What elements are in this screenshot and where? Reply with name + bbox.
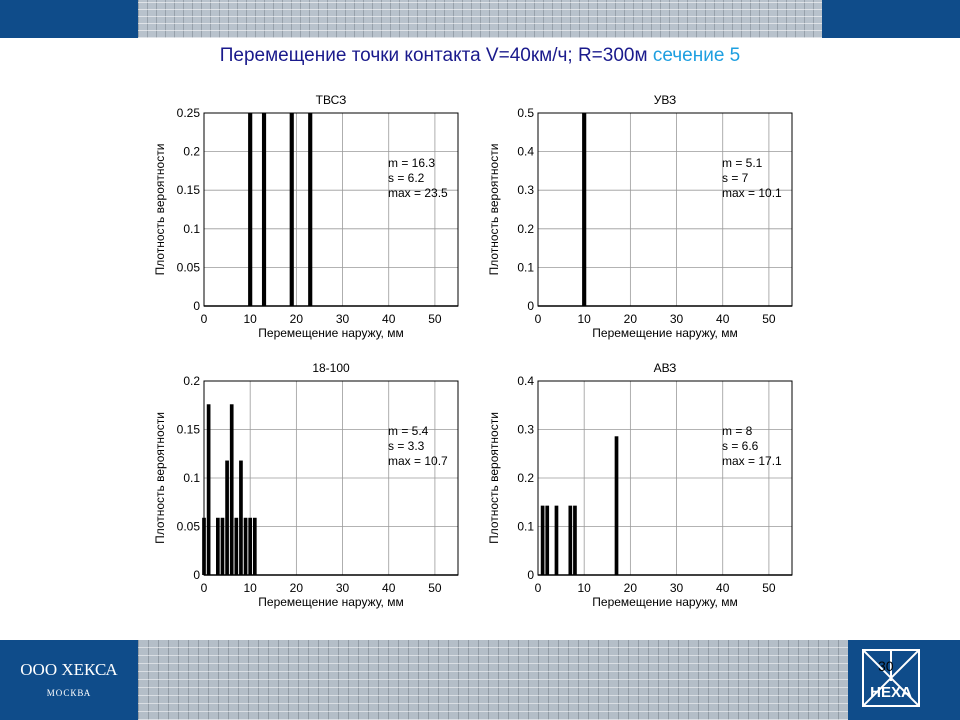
x-axis-label: Перемещение наружу, мм — [592, 595, 738, 609]
histogram-bar — [248, 113, 252, 306]
histogram-bar — [221, 518, 225, 575]
slide-title-section: сечение 5 — [652, 45, 741, 66]
y-tick-label: 0 — [527, 299, 534, 313]
footer-mesh-image — [138, 640, 848, 720]
y-tick-label: 0.15 — [176, 422, 200, 437]
y-axis-label: Плотность вероятности — [153, 143, 167, 276]
x-tick-label: 20 — [623, 312, 638, 326]
stats-annotation: max = 10.7 — [388, 454, 448, 468]
x-tick-label: 30 — [669, 312, 684, 326]
histogram-bar — [568, 506, 572, 575]
x-tick-label: 40 — [382, 581, 396, 595]
x-tick-label: 0 — [200, 581, 208, 595]
plot-background — [538, 113, 792, 306]
x-tick-label: 20 — [289, 312, 304, 326]
x-tick-label: 30 — [335, 581, 350, 595]
hexa-logo-text: HEXA — [870, 684, 912, 701]
histogram-bar — [244, 518, 248, 575]
chart-1 — [153, 93, 458, 340]
x-tick-label: 10 — [243, 581, 257, 595]
x-tick-label: 50 — [428, 312, 442, 326]
chart-3 — [153, 361, 458, 609]
chart-title: 18-100 — [312, 361, 350, 375]
y-tick-label: 0 — [527, 568, 534, 582]
x-tick-label: 40 — [382, 312, 396, 326]
chart-4 — [487, 361, 792, 609]
y-tick-label: 0.4 — [517, 374, 534, 388]
y-tick-label: 0.3 — [517, 422, 534, 437]
histogram-bar — [253, 518, 257, 575]
stats-annotation: s = 6.2 — [388, 171, 425, 185]
histogram-bar — [308, 113, 312, 306]
x-tick-label: 0 — [534, 581, 542, 595]
y-tick-label: 0.1 — [517, 519, 534, 534]
stats-annotation: max = 17.1 — [722, 454, 782, 468]
histogram-bar — [290, 113, 294, 306]
x-tick-label: 40 — [716, 312, 730, 326]
x-tick-label: 0 — [200, 312, 208, 326]
y-tick-label: 0.3 — [517, 183, 534, 198]
histogram-bar — [216, 518, 220, 575]
histogram-bar — [582, 113, 586, 306]
y-tick-label: 0.2 — [183, 144, 200, 159]
x-axis-label: Перемещение наружу, мм — [592, 326, 738, 340]
y-tick-label: 0.05 — [176, 519, 200, 534]
chart-title: ТВСЗ — [315, 93, 347, 107]
y-tick-label: 0.5 — [517, 106, 534, 120]
chart-title: УВЗ — [653, 93, 677, 107]
y-tick-label: 0.2 — [517, 221, 534, 236]
x-axis-label: Перемещение наружу, мм — [258, 326, 404, 340]
histogram-bar — [545, 506, 549, 575]
x-tick-label: 30 — [335, 312, 350, 326]
y-tick-label: 0.25 — [176, 106, 200, 120]
x-tick-label: 0 — [534, 312, 542, 326]
chart-2 — [487, 93, 792, 340]
histogram-bar — [573, 506, 577, 575]
company-city: МОСКВА — [46, 688, 92, 698]
footer-band — [0, 640, 960, 720]
stats-annotation: s = 7 — [722, 171, 749, 185]
y-tick-label: 0.05 — [176, 260, 200, 275]
x-tick-label: 10 — [243, 312, 257, 326]
y-tick-label: 0.1 — [183, 221, 200, 236]
x-tick-label: 50 — [762, 312, 776, 326]
x-tick-label: 30 — [669, 581, 684, 595]
stats-annotation: s = 6.6 — [722, 439, 759, 453]
stats-annotation: m = 8 — [722, 424, 753, 438]
stats-annotation: max = 23.5 — [388, 186, 448, 200]
x-tick-label: 20 — [289, 581, 304, 595]
y-tick-label: 0 — [193, 568, 200, 582]
y-axis-label: Плотность вероятности — [487, 412, 501, 544]
x-axis-label: Перемещение наружу, мм — [258, 595, 404, 609]
x-tick-label: 20 — [623, 581, 638, 595]
histogram-bar — [225, 461, 229, 575]
y-tick-label: 0.2 — [183, 374, 200, 388]
y-tick-label: 0.4 — [517, 144, 534, 159]
histogram-bar — [615, 436, 619, 575]
company-name: ООО ХЕКСА — [20, 660, 118, 679]
y-axis-label: Плотность вероятности — [487, 143, 501, 276]
y-tick-label: 0.1 — [517, 260, 534, 275]
stats-annotation: m = 5.4 — [388, 424, 429, 438]
histogram-bar — [248, 518, 252, 575]
histogram-bar — [555, 506, 559, 575]
slide-title-main: Перемещение точки контакта V=40км/ч; R=300м — [219, 45, 648, 66]
chart-title: АВЗ — [653, 361, 677, 375]
x-tick-label: 50 — [762, 581, 776, 595]
y-tick-label: 0 — [193, 299, 200, 313]
histogram-bar — [262, 113, 266, 306]
page-number: 30 — [878, 658, 894, 674]
y-axis-label: Плотность вероятности — [153, 412, 167, 544]
stats-annotation: s = 3.3 — [388, 439, 425, 453]
histogram-bar — [230, 404, 234, 575]
histogram-bar — [239, 461, 243, 575]
stats-annotation: m = 16.3 — [388, 156, 436, 170]
stats-annotation: m = 5.1 — [722, 156, 763, 170]
plot-background — [204, 113, 458, 306]
x-tick-label: 40 — [716, 581, 730, 595]
y-tick-label: 0.15 — [176, 183, 200, 198]
x-tick-label: 10 — [577, 312, 591, 326]
x-tick-label: 50 — [428, 581, 442, 595]
stats-annotation: max = 10.1 — [722, 186, 782, 200]
histogram-bar — [234, 518, 238, 575]
histogram-bar — [541, 506, 545, 575]
y-tick-label: 0.1 — [183, 471, 200, 485]
histogram-bar — [207, 404, 211, 575]
y-tick-label: 0.2 — [517, 471, 534, 485]
x-tick-label: 10 — [577, 581, 591, 595]
